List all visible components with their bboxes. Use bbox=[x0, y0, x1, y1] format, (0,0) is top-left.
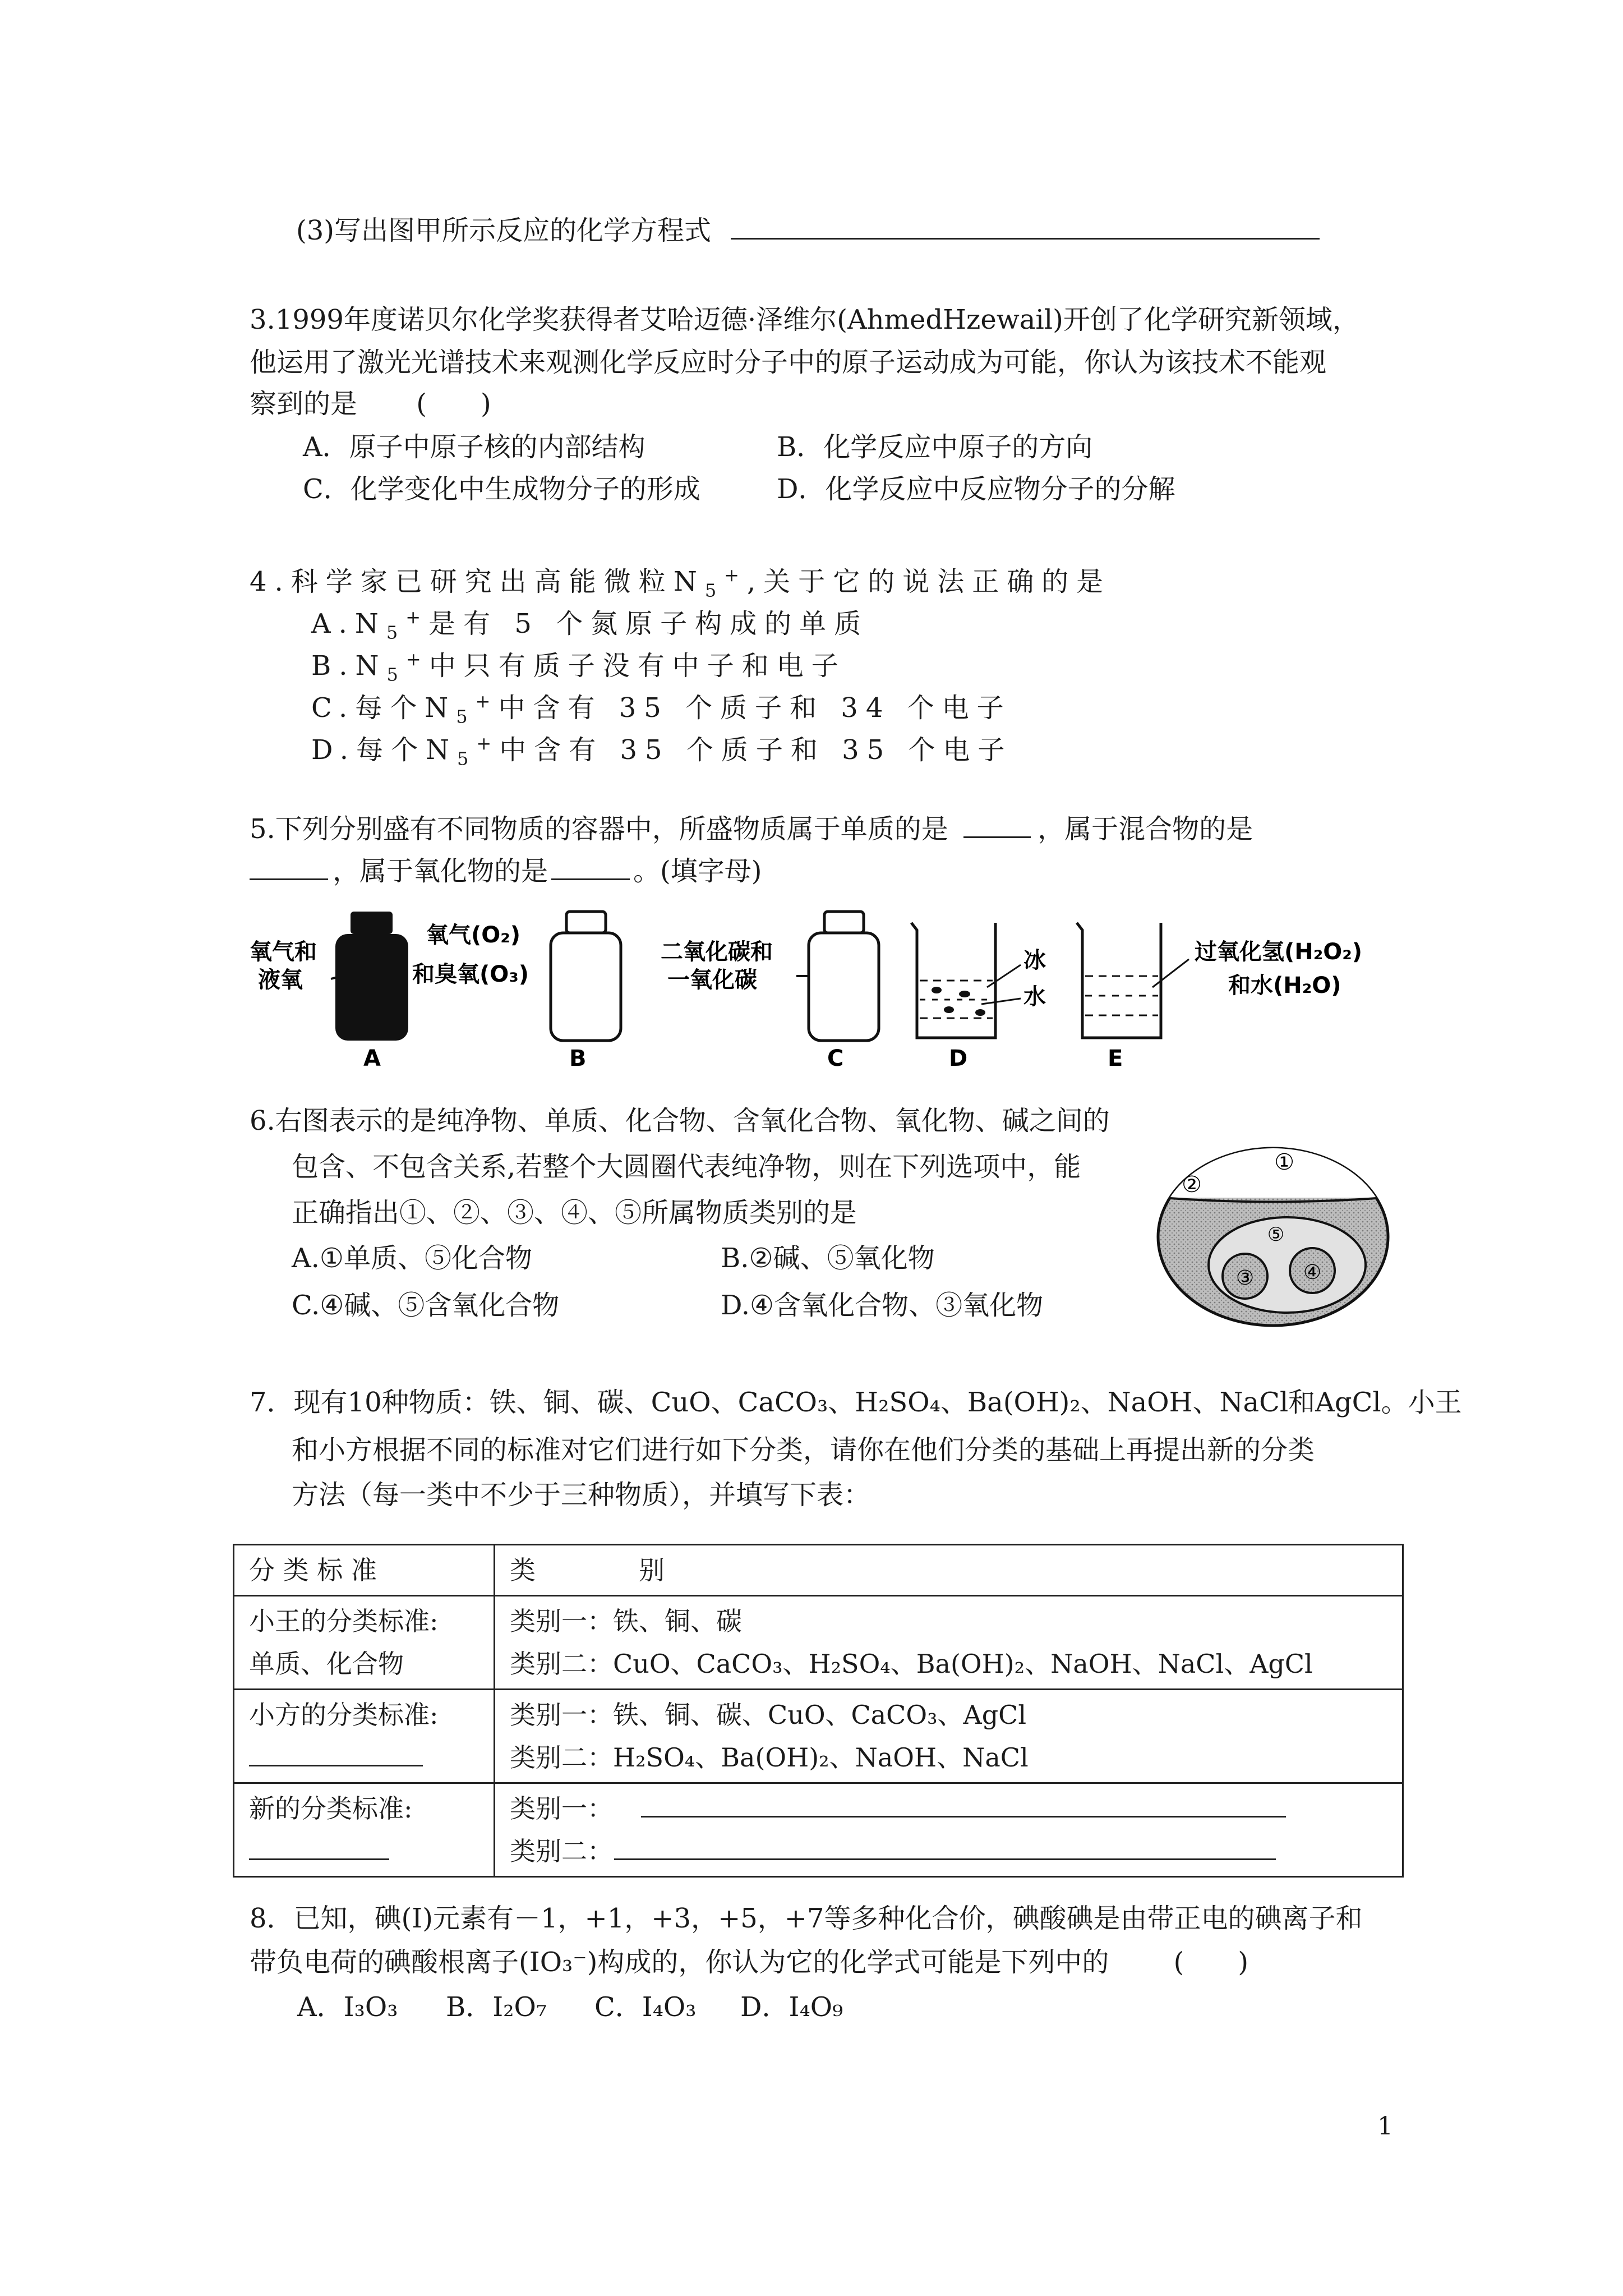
q8-answer-paren[interactable]: ( ) bbox=[1173, 1947, 1249, 1978]
svg-text:氧气和: 氧气和 bbox=[250, 939, 317, 965]
q3-stem-line1: 3.1999年度诺贝尔化学奖获得者艾哈迈德·泽维尔(AhmedHzewail)开创了化学研究新领域， bbox=[250, 304, 1359, 335]
q7-stem-line3: 方法（每一类中不少于三种物质），并填写下表： bbox=[292, 1479, 871, 1511]
svg-text:B: B bbox=[569, 1046, 587, 1071]
q6-classification-circles-figure bbox=[1155, 1144, 1391, 1329]
q6-stem-line3: 正确指出①、②、③、④、⑤所属物质类别的是 bbox=[292, 1197, 857, 1228]
table-row-xiaowang: 小王的分类标准: 单质、化合物 类别一：铁、铜、碳 类别二：CuO、CaCO₃、H₂SO₄、Ba(OH)₂、NaOH、NaCl、AgCl bbox=[234, 1596, 1403, 1690]
q2-part3: (3)写出图甲所示反应的化学方程式 bbox=[296, 213, 1320, 247]
region-3-label: ③ bbox=[1235, 1267, 1255, 1290]
q4-option-d[interactable]: D.每个$N_5^+$中含有 35 个质子和 35 个电子 bbox=[311, 733, 1013, 770]
q6-option-b[interactable]: B.②碱、⑤氧化物 bbox=[721, 1243, 935, 1274]
q8-option-b[interactable]: B．I₂O₇ bbox=[446, 1991, 547, 2023]
q6-stem-line1: 6.右图表示的是纯净物、单质、化合物、含氧化合物、氧化物、碱之间的 bbox=[250, 1105, 1110, 1137]
q8-option-a[interactable]: A．I₃O₃ bbox=[297, 1991, 398, 2023]
q3-option-a[interactable]: A．原子中原子核的内部结构 bbox=[303, 431, 645, 463]
new-standard-blank[interactable] bbox=[249, 1834, 389, 1860]
table-row-xiaofang: 小方的分类标准: 类别一：铁、铜、碳、CuO、CaCO₃、AgCl 类别二：H₂SO₄、Ba(OH)₂、NaOH、NaCl bbox=[234, 1690, 1403, 1783]
svg-text:水: 水 bbox=[1023, 984, 1046, 1010]
header-category: 类 别 bbox=[495, 1545, 1403, 1596]
q5-stem-line1: 5.下列分别盛有不同物质的容器中，所盛物质属于单质的是 ，属于混合物的是 bbox=[250, 812, 1253, 846]
q6-option-d[interactable]: D.④含氧化合物、③氧化物 bbox=[721, 1290, 1044, 1321]
q5-blank-oxide[interactable] bbox=[551, 854, 630, 880]
q5-containers-figure bbox=[241, 898, 1408, 1071]
header-standard: 分 类 标 准 bbox=[234, 1545, 495, 1596]
q8-stem-line2: 带负电荷的碘酸根离子(IO₃⁻)构成的，你认为它的化学式可能是下列中的 ( ) bbox=[250, 1947, 1249, 1978]
svg-text:D: D bbox=[949, 1046, 968, 1071]
q5-blank-element[interactable] bbox=[963, 812, 1031, 838]
q3-option-b[interactable]: B．化学反应中原子的方向 bbox=[777, 431, 1093, 463]
region-2-label: ② bbox=[1182, 1172, 1202, 1198]
container-d bbox=[911, 923, 1046, 1071]
container-a bbox=[250, 912, 408, 1071]
q3-stem-line3: 察到的是 ( ) bbox=[250, 388, 491, 420]
q5-stem-line2: ，属于氧化物的是 。(填字母) bbox=[250, 854, 762, 888]
q4-ion: $N_5^+$ bbox=[673, 564, 747, 601]
svg-text:冰: 冰 bbox=[1023, 947, 1046, 973]
q4-option-a[interactable]: $A.N_5^+$是有 5 个氮原子构成的单质 bbox=[311, 606, 869, 643]
svg-text:和水(H₂O): 和水(H₂O) bbox=[1228, 973, 1341, 999]
q8-option-c[interactable]: C．I₄O₃ bbox=[594, 1991, 697, 2023]
q7-stem-line2: 和小方根据不同的标准对它们进行如下分类，请你在他们分类的基础上再提出新的分类 bbox=[292, 1434, 1315, 1466]
new-category2-blank[interactable] bbox=[614, 1834, 1276, 1860]
region-1-label: ① bbox=[1274, 1149, 1294, 1175]
q3-option-d[interactable]: D．化学反应中反应物分子的分解 bbox=[777, 473, 1175, 505]
xiaofang-standard-blank[interactable] bbox=[249, 1740, 423, 1766]
svg-text:液氧: 液氧 bbox=[258, 967, 303, 993]
new-category1-blank[interactable] bbox=[641, 1791, 1286, 1818]
q4-option-c[interactable]: C.每个$N_5^+$中含有 35 个质子和 34 个电子 bbox=[311, 691, 1012, 728]
q4-stem: 4.科学家已研究出高能微粒$N_5^+$,关于它的说法正确的是 bbox=[250, 564, 1112, 601]
q7-classification-table bbox=[233, 1544, 1404, 1878]
q3-option-c[interactable]: C．化学变化中生成物分子的形成 bbox=[303, 473, 700, 505]
q4-option-b[interactable]: $B.N_5^+$中只有质子没有中子和电子 bbox=[311, 648, 846, 685]
q3-answer-paren[interactable]: ( ) bbox=[416, 388, 491, 420]
q3-stem-line2: 他运用了激光光谱技术来观测化学反应时分子中的原子运动成为可能，你认为该技术不能观 bbox=[250, 347, 1327, 378]
container-e bbox=[1077, 923, 1362, 1071]
svg-text:一氧化碳: 一氧化碳 bbox=[667, 967, 757, 993]
container-b bbox=[412, 912, 621, 1071]
svg-text:氧气(O₂): 氧气(O₂) bbox=[426, 922, 521, 948]
q6-stem-line2: 包含、不包含关系,若整个大圆圈代表纯净物，则在下列选项中，能 bbox=[292, 1151, 1081, 1182]
q8-option-d[interactable]: D．I₄O₉ bbox=[740, 1991, 843, 2023]
region-5-label: ⑤ bbox=[1267, 1223, 1285, 1246]
q5-blank-mixture[interactable] bbox=[250, 854, 328, 880]
q2-answer-blank[interactable] bbox=[731, 213, 1320, 240]
q8-stem-line1: 8．已知，碘(I)元素有－1，+1，+3，+5，+7等多种化合价，碘酸碘是由带正电的碘离子和 bbox=[250, 1903, 1363, 1934]
svg-text:二氧化碳和: 二氧化碳和 bbox=[661, 939, 773, 965]
svg-text:和臭氧(O₃): 和臭氧(O₃) bbox=[412, 961, 529, 987]
q7-stem-line1: 7．现有10种物质：铁、铜、碳、CuO、CaCO₃、H₂SO₄、Ba(OH)₂、NaOH、NaCl和AgCl。小王 bbox=[250, 1387, 1462, 1418]
page-number: 1 bbox=[1377, 2112, 1393, 2141]
table-header-row bbox=[234, 1545, 1403, 1596]
table-row-new: 新的分类标准: 类别一： 类别二： bbox=[234, 1783, 1403, 1877]
q6-option-a[interactable]: A.①单质、⑤化合物 bbox=[292, 1243, 532, 1274]
svg-text:A: A bbox=[363, 1046, 381, 1071]
svg-text:C: C bbox=[827, 1046, 844, 1071]
svg-text:过氧化氢(H₂O₂): 过氧化氢(H₂O₂) bbox=[1195, 939, 1363, 965]
container-c bbox=[661, 912, 879, 1071]
region-4-label: ④ bbox=[1303, 1261, 1322, 1284]
svg-text:E: E bbox=[1108, 1046, 1123, 1071]
q6-option-c[interactable]: C.④碱、⑤含氧化合物 bbox=[292, 1290, 560, 1321]
